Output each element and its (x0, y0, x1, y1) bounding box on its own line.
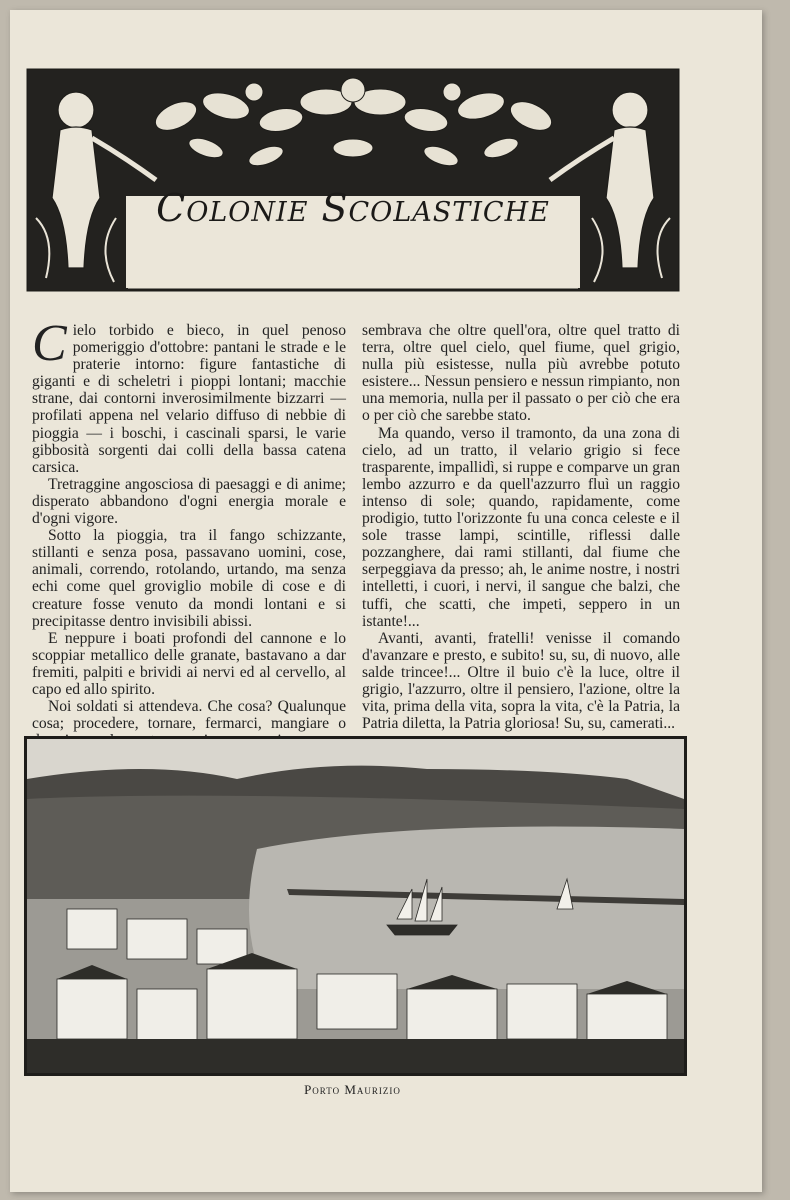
paragraph: Ma quando, verso il tramonto, da una zona di cielo, ad un tratto, il velario grigio si fece trasparente, impallidì, si ruppe e comparve un gran lembo azzurro e da quell'azzurro fluì un raggio intenso di sole; quando, rapidamente, come prodigio, tutto l'orizzonte fu una conca celeste e il sole trasse lampi, scintille, riflessi dalle pozzanghere, dai rami stillanti, dal fiume che serpeggiava da presso; ah, le anime nostre, i nostri intelletti, i cuori, i nervi, il sangue che balzi, che tuffi, che scatti, che impeti, seppero in un istante!... (362, 424, 680, 630)
paragraph: sembrava che oltre quell'ora, oltre quel tratto di terra, oltre quel cielo, quel fiume, quel grigio, nulla più esistesse, nulla più avrebbe potuto esistere... Nessun pensiero e nessun rimpianto, non una memoria, nulla per il passato o per ciò che era o per ciò che sarebbe stato. (362, 322, 680, 425)
paragraph (32, 315, 346, 476)
paragraph: E neppure i boati profondi del cannone e lo scoppiar metallico delle granate, bastavano a dar fremiti, palpiti e brividi ai nervi ed al cervello, al capo ed allo spirito. (32, 629, 346, 698)
paragraph: Avanti, avanti, fratelli! venisse il comando d'avanzare e presto, e subito! su, su, di nuovo, alle salde trincee!... Oltre il buio c'è la luce, oltre il grigio, l'azzurro, oltre il pensiero, l'azione, oltre la vita, prima della vita, sopra la vita, c'è la Patria, la Patria diletta, la Patria gloriosa! Su, su, camerati... (362, 629, 680, 733)
magazine-page (10, 10, 762, 1192)
figure-caption: Porto Maurizio (304, 1082, 401, 1097)
article-right-column (362, 322, 680, 732)
paragraph: Sotto la pioggia, tra il fango schizzante, stillanti e senza posa, passavano uomini, cose, animali, correndo, rotolando, urtando, ma senza echi come quel groviglio mobile di cose e di creature fosse venuto da mondi lontani e si precipitasse dentro invisibili abissi. (32, 527, 346, 630)
page-title: Colonie Scolastiche (156, 186, 550, 230)
floral-border-illustration (26, 68, 680, 292)
paragraph-text: ielo torbido e bieco, in quel penoso pomeriggio d'ottobre: pantani le strade e le praterie intorno: figure fantastiche di giganti e di scheletri i pioppi lontani; macchie strane, dai contorni inverosimilmente bizzarri — profilati appena nel velario diffuso di nebbie di pioggia — i boschi, i cascinali sparsi, le varie gibbosità sorgenti dai colli della bassa catena carsica. (32, 322, 346, 476)
drop-cap: C (32, 315, 67, 372)
art-nouveau-header-banner (26, 68, 680, 292)
harbor-photograph (24, 736, 687, 1076)
paragraph: Noi soldati si attendeva. Che cosa? Qualunque cosa; procedere, tornare, fermarci, mangiare o (32, 698, 346, 733)
paragraph: Tretraggine angosciosa di paesaggi e di anime; disperato abbandono d'ogni energia morale e d'ogni vigore. (32, 475, 346, 528)
article-left-column (32, 315, 346, 766)
harbor-town-image (27, 739, 684, 1073)
